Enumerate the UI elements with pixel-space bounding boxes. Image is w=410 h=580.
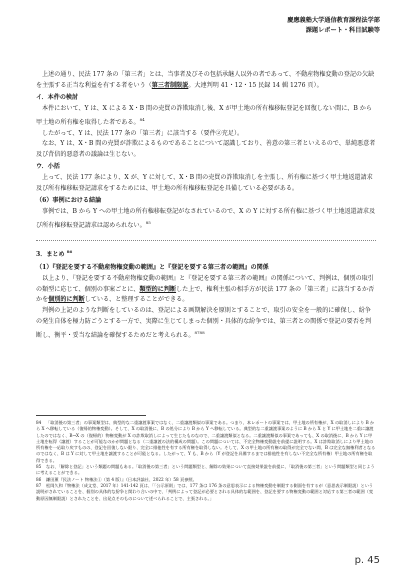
paragraph-relationship — [36, 274, 376, 307]
paragraph-reasoning — [36, 306, 376, 342]
text: 事例では、B から Y への甲土地の所有権移転登記がなされているので、X の Y に対する所有権に基づく甲土地返還請求及び所有権移転登記請求は認められない。 — [36, 207, 376, 229]
heading-i: イ．本件の検討 — [36, 93, 79, 101]
footnote-text: 「取消後の第三者」の事案類型は、典型的な二重譲渡事案ではなく、二重譲渡類似の事案である。つまり、本レポートの事案では、甲土地の所有権が、X の取消しにより B から X へ移転している（復帰的物権変動）。そして、X の取消後に、B の処分により B から Y へ移転している。典型的な二重譲渡事案のように B から X と Y に甲土地を二重に譲渡したのではなく、B→X の（復帰的）物権変動が X の詐欺取消しによって生じたものなので、二重譲渡類似となる。二重譲渡類似の事案であっても、X の取消後に、B から Y に甲土地を転得（譲渡）することが可能なのかが問題となる（二重譲渡の法的構成の問題）。この問題については、不完全物権変動説を前提に説明する。X は詐欺取消しにより甲土地の所有権を一応取り戻すものの、登記を回復しない限り、完全に排他性を有する所有権を取得しない。そして、X の甲土地の所有権の取得が完全でない間、B は完全な無権利者となるのではなく、B は Y に対して甲土地を譲渡することが可能となる。したがって、Y も、B から（Y が登記を具備するまでは排他性を有しない不完全な所有権）甲土地の所有権を取得できる。 — [36, 420, 376, 463]
footnote-number: 87 — [36, 482, 42, 488]
subsection-title: （1）『登記を要する不動産物権変動の範囲』と『登記を要する第三者の範囲』の関係 — [36, 263, 269, 271]
text: した上で、権利主張の相手方が民法 177 条の「第三者」に該当するか否かを — [36, 285, 375, 304]
emphasis-text: 類型的に判断 — [139, 285, 177, 293]
paragraph-case-analysis — [36, 104, 376, 129]
footnote-number: 85 — [36, 464, 42, 470]
paragraph-conclusion — [36, 207, 376, 232]
report-body — [36, 70, 376, 342]
section-title — [36, 247, 376, 261]
section-summary — [36, 240, 376, 342]
text: 。大連判明 41・12・15 民録 14 輯 1276 頁）。 — [188, 81, 323, 89]
footnote-item — [36, 464, 376, 477]
paragraph-good-faith: なお、Y は、X・B 間の売買が詐欺によるものであることについて認識しており、善意の第三者といえるので、単純悪意者及び背信的悪意者の議論は生じない。 — [36, 140, 376, 159]
emphasis-text: 第三者制限説 — [151, 81, 189, 89]
text: 上述の通り、民法 177 条の「第三者」とは、当事者及びその包括承継人以外の者であって、不動産物権変動の登記の欠缺を主張する正当な利益を有する者をいう（ — [36, 71, 375, 89]
page-number: p. 45 — [354, 555, 380, 566]
footnote-ref: 85 — [145, 219, 151, 225]
footnote-divider — [36, 415, 146, 416]
emphasis-text: 個別的に判断 — [48, 296, 85, 304]
page-header — [287, 16, 380, 36]
text: している、と整理することができる。 — [84, 296, 189, 304]
footnote-number: 86 — [36, 476, 42, 482]
footnote-number: 84 — [36, 420, 42, 425]
footnote-text: 松岡久和『物権法（成文堂、2017 年）141-142 頁は、「「公示原則」では、177 条は 176 条の意思表示による物権変動を制限する側面を有するが（意思表示制限説）という説明がされていることを、個別の具体的な紛争と関わり合いの中で、「判例によって登記が必要とされる具体的な範囲を、登記を要する物権変動の範囲と対応する第三者の範囲（変動原因無制限説）とされたことを、出発点そのものについて述べられることで、主張される。」 — [36, 482, 374, 501]
text: 本件において、Y は、X による X・B 間の売買の詐欺取消し後、X が甲土地の所有権移転登記を回復しない間に、B から甲土地の所有権を取得した者である。 — [36, 104, 372, 126]
footnote-text: 鎌田薫『民法ノート 物権法①（第 4 版）』（日本評論社、2022 年）58 頁参照。 — [46, 476, 197, 482]
text: 以上より、『登記を要する不動産物権変動の範囲』と『登記を要する第三者の範囲』の関係について、判例は、個別の取引の類型に応じて、個別の事案ごとに、 — [36, 274, 374, 293]
footnotes — [36, 415, 376, 502]
text: 3．まとめ — [36, 250, 65, 258]
header-university: 慶應義塾大学通信教育課程法学部 — [287, 17, 380, 24]
text: 判例の上記のような判断をしているのは、登記による画期解決を原則とすることで、取引の安全を一般的に確保し、紛争の発生自体を極力防ごうとする一方で、実際に生じてしまった個別・具体的な紛争では、第三者との関係で登記の要否を判断し、衡平・妥当な結論を確保するためだと考えられる。 — [36, 307, 372, 340]
footnote-ref: 84 — [139, 116, 145, 122]
footnote-item — [36, 420, 376, 464]
paragraph-summary: 上って、民法 177 条により、X が、Y に対して、X・B 間の売買の詐欺取消しを主張し、所有権に基づく甲土地返還請求及び所有権移転登記請求をするためには、甲土地の所有権移転登記を具備している必要がある。 — [36, 174, 373, 193]
heading-conclusion: （6）事例における結論 — [36, 197, 102, 204]
paragraph-third-party-definition — [36, 70, 376, 92]
footnote-ref: 86 — [66, 248, 73, 254]
footnote-text: なお、「解除と登記」という類題の問題もある。「取消後の第三者」という問題類型と、解除の効果について直接効果説を前提に、「取消後の第三者」という問題類型と同じように考えることができる。 — [36, 464, 375, 476]
heading-u: ウ．小括 — [36, 163, 60, 171]
footnote-ref: 8788 — [194, 330, 205, 336]
footnote-item — [36, 483, 376, 502]
header-course: 課題レポート・科目試験等 — [305, 27, 380, 34]
paragraph-requirement: したがって、Y は、民法 177 条の「第三者」に該当する（要件②充足）。 — [42, 129, 244, 137]
